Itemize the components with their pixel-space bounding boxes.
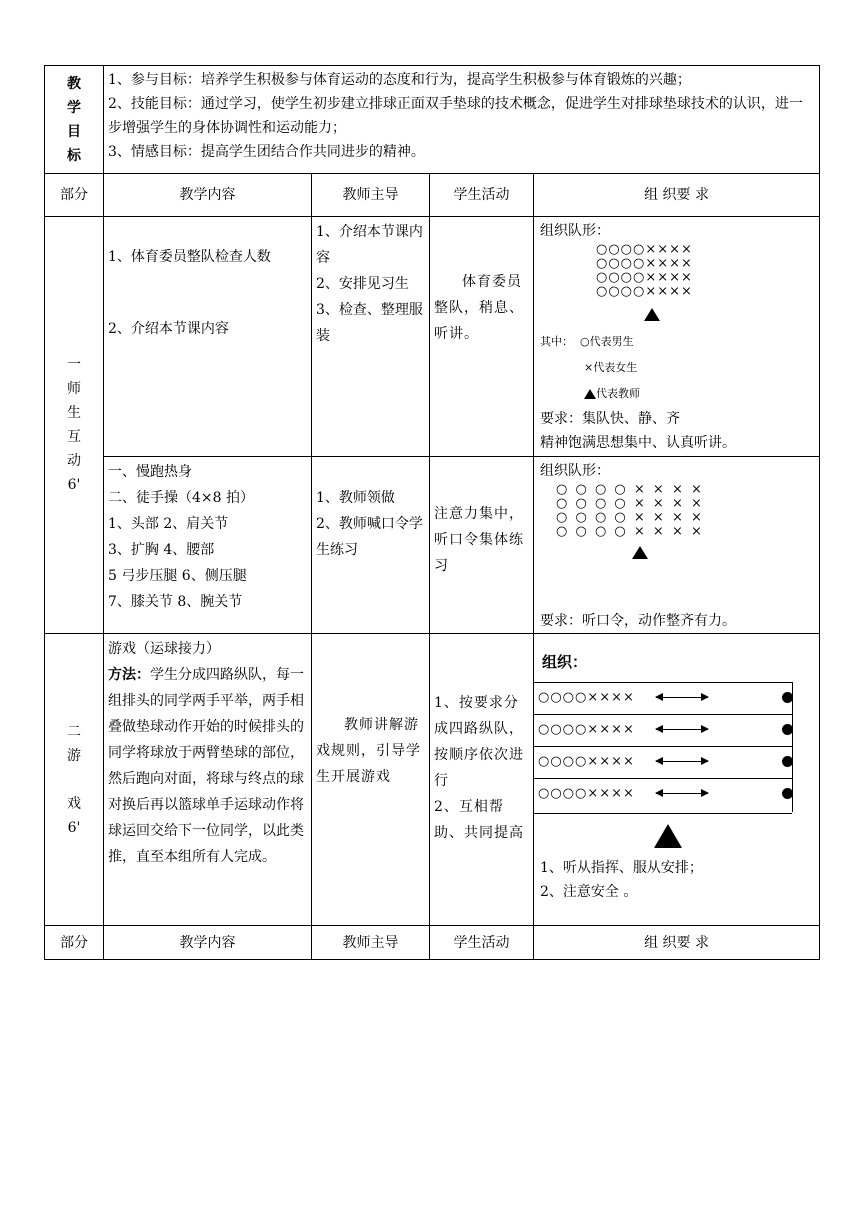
section1-org: 组织队形： ○○○○×××× ○○○○×××× ○○○○×××× ○○○○×××× 其中： ○代表男生 ×代表女生 代表教师 要求：集队快、静、齐 精神饱满思想集中、认真听讲。 [534, 217, 820, 457]
footer-part: 部分 [45, 926, 104, 960]
teacher-triangle-icon [644, 308, 660, 321]
header-org: 组 织要 求 [534, 174, 820, 217]
footer-student: 学生活动 [430, 926, 534, 960]
double-arrow-icon [656, 793, 708, 794]
lesson-plan-table [44, 65, 820, 960]
double-arrow-icon [656, 761, 708, 762]
formation: ○ ○ ○ ○ × × × × ○ ○ ○ ○ × × × × ○ ○ ○ ○ × × × × ○ ○ ○ ○ × × × × [540, 483, 813, 567]
section1-part: 一 师 生 互 动 6' [45, 217, 104, 634]
header-part: 部分 [45, 174, 104, 217]
goals-label: 教 学 目 标 [45, 66, 104, 174]
teacher-triangle-icon [654, 824, 682, 848]
section2-content: 游戏（运球接力） 方法：学生分成四路纵队，每一组排头的同学两手平举，两手相叠做垫球动作开始的时候排头的同学将球放于两臂垫球的部位，然后跑向对面，将球与终点的球对换后再以篮球单手运球动作将球运回交给下一位同学，以此类推，直至本组所有人完成。 [104, 634, 312, 926]
section2-teacher: 教师讲解游戏规则，引导学生开展游戏 [312, 634, 430, 926]
finish-line [792, 682, 793, 812]
relay-diagram: ○○○○×××× ○○○○×××× ○○○○×××× ○○○○×××× [534, 682, 819, 814]
goal-line: 2、技能目标：通过学习，使学生初步建立排球正面双手垫球的技术概念，促进学生对排球垫球技术的认识，进一步增强学生的身体协调性和运动能力； [108, 96, 803, 136]
goals-text [104, 66, 820, 174]
goal-line: 3、情感目标：提高学生团结合作共同进步的精神。 [108, 144, 425, 160]
goal-line: 1、参与目标：培养学生积极参与体育运动的态度和行为，提高学生积极参与体育锻炼的兴趣； [108, 72, 691, 88]
header-teacher: 教师主导 [312, 174, 430, 217]
section1-warmup-org: 组织队形： ○ ○ ○ ○ × × × × ○ ○ ○ ○ × × × × ○ ○ ○ ○ × × × × ○ ○ ○ ○ × × × × 要求：听口令，动作整齐有力。 [534, 457, 820, 634]
section2-org: 组织： ○○○○×××× ○○○○×××× ○○○○×××× ○○○○×××× 1、听从指挥、服从安排； 2、注意安全 。 [534, 634, 820, 926]
section2-student: 1、按要求分成四路纵队，按顺序依次进行 2、互相帮助、共同提高 [430, 634, 534, 926]
section1-student: 体育委员整队，稍息、听讲。 [430, 217, 534, 457]
section1-teacher: 1、介绍本节课内容 2、安排见习生 3、检查、整理服装 [312, 217, 430, 457]
teacher-triangle-icon [632, 546, 648, 559]
footer-teacher: 教师主导 [312, 926, 430, 960]
formation: ○○○○×××× ○○○○×××× ○○○○×××× ○○○○×××× [540, 243, 813, 329]
section1-warmup-teacher: 1、教师领做 2、教师喊口令学生练习 [312, 457, 430, 634]
section1-warmup-content: 一、慢跑热身 二、徒手操（4×8 拍） 1、头部 2、肩关节 3、扩胸 4、腰部 5 弓步压腿 6、侧压腿 7、膝关节 8、腕关节 [104, 457, 312, 634]
section1-warmup-student: 注意力集中，听口令集体练习 [430, 457, 534, 634]
teacher-triangle-icon [584, 389, 596, 399]
section2-part: 二 游 戏 6' [45, 634, 104, 926]
double-arrow-icon [656, 729, 708, 730]
header-student: 学生活动 [430, 174, 534, 217]
section1-content: 1、体育委员整队检查人数 2、介绍本节课内容 [104, 217, 312, 457]
footer-content: 教学内容 [104, 926, 312, 960]
footer-org: 组 织要 求 [534, 926, 820, 960]
double-arrow-icon [656, 697, 708, 698]
header-content: 教学内容 [104, 174, 312, 217]
legend: 其中： ○代表男生 ×代表女生 代表教师 [540, 335, 640, 400]
